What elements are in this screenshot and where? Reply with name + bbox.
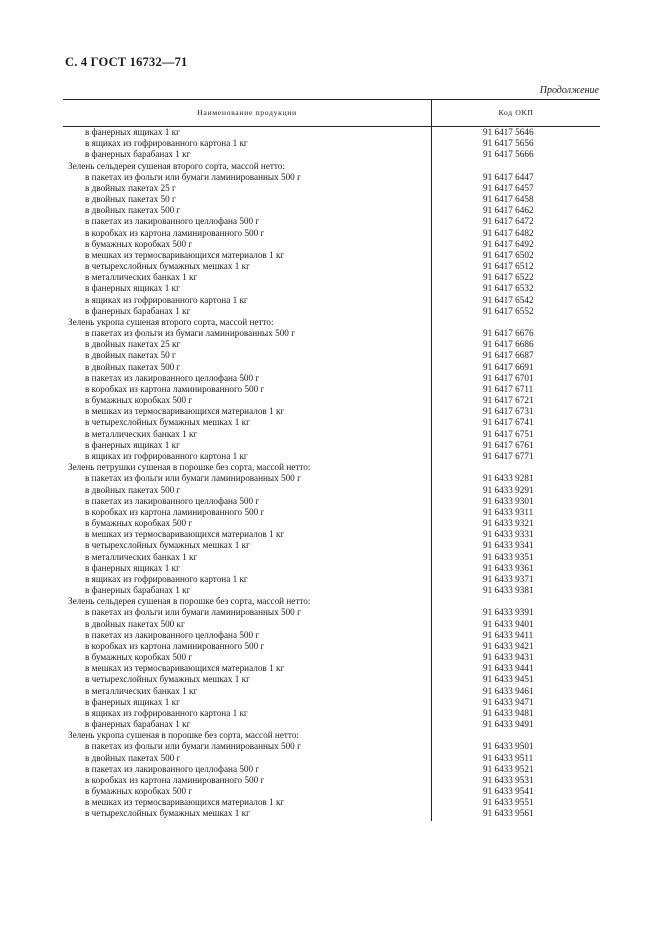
table-row (63, 485, 600, 496)
table-row (63, 808, 600, 819)
product-name: в мешках из термосваривающихся материалов 1 кг (85, 797, 285, 808)
okp-code: 91 6417 6711 (483, 383, 534, 394)
product-name: в пакетах из лакированного целлофана 500 г (85, 763, 260, 774)
product-name: в фанерных ящиках 1 кг (85, 696, 180, 707)
okp-code: 91 6417 6676 (483, 328, 534, 339)
group-heading-row (63, 317, 600, 328)
table-row (63, 417, 600, 428)
table-row (63, 149, 600, 160)
okp-code: 91 6433 9421 (483, 640, 534, 651)
table-row (63, 607, 600, 618)
okp-code: 91 6417 6482 (483, 227, 534, 238)
product-name: в металлических банках 1 кг (85, 428, 198, 439)
product-name: в металлических банках 1 кг (85, 685, 198, 696)
table-row (63, 574, 600, 585)
table-row (63, 708, 600, 719)
product-name: в пакетах из фольги или бумаги ламинированных 500 г (85, 607, 301, 618)
table-row (63, 719, 600, 730)
table-row (63, 127, 600, 138)
product-name: в бумажных коробках 500 г (85, 786, 193, 797)
product-name: в ящиках из гофрированного картона 1 кг (85, 707, 248, 718)
okp-code: 91 6417 6457 (483, 182, 534, 193)
okp-code: 91 6433 9511 (483, 752, 534, 763)
table-row (63, 507, 600, 518)
product-name: в пакетах из лакированного целлофана 500 г (85, 216, 260, 227)
table-row (63, 183, 600, 194)
okp-code: 91 6417 6761 (483, 439, 534, 450)
okp-code: 91 6433 9481 (483, 707, 534, 718)
okp-code: 91 6433 9291 (483, 484, 534, 495)
table-row (63, 652, 600, 663)
group-heading: Зелень сельдерея сушеная второго сорта, массой нетто: (68, 160, 285, 171)
table-row (63, 261, 600, 272)
group-heading-row (63, 161, 600, 172)
okp-code: 91 6433 9371 (483, 573, 534, 584)
okp-code: 91 6433 9501 (483, 741, 534, 752)
table-row (63, 239, 600, 250)
okp-code: 91 6417 6751 (483, 428, 534, 439)
group-heading: Зелень укропа сушеная в порошке без сорта, массой нетто: (68, 730, 299, 741)
okp-code: 91 6417 6701 (483, 372, 534, 383)
product-name: в двойных пакетах 500 кг (85, 618, 185, 629)
table-row (63, 283, 600, 294)
product-name: в мешках из термосваривающихся материалов 1 кг (85, 529, 285, 540)
continuation-note: Продолжение (539, 85, 599, 96)
product-name: в двойных пакетах 25 г (85, 182, 176, 193)
okp-code: 91 6417 6462 (483, 205, 534, 216)
okp-code: 91 6417 5656 (483, 138, 534, 149)
okp-code: 91 6433 9551 (483, 797, 534, 808)
table-row (63, 205, 600, 216)
table-body (63, 127, 600, 820)
product-name: в ящиках из гофрированного картона 1 кг (85, 573, 248, 584)
okp-code: 91 6417 6492 (483, 238, 534, 249)
table-row (63, 295, 600, 306)
table-row (63, 619, 600, 630)
okp-code: 91 6433 9561 (483, 808, 534, 819)
product-name: в четырехслойных бумажных мешках 1 кг (85, 674, 250, 685)
group-heading-row (63, 596, 600, 607)
group-heading: Зелень сельдерея сушеная в порошке без сорта, массой нетто: (68, 596, 311, 607)
table-row (63, 775, 600, 786)
okp-code: 91 6417 6447 (483, 171, 534, 182)
okp-code: 91 6433 9311 (483, 506, 534, 517)
okp-code: 91 6433 9411 (483, 629, 534, 640)
okp-code: 91 6433 9491 (483, 719, 534, 730)
product-name: в бумажных коробках 500 г (85, 395, 193, 406)
table-row (63, 216, 600, 227)
column-header-product-name: Наименование продукции (197, 108, 297, 117)
okp-code: 91 6433 9331 (483, 529, 534, 540)
okp-code: 91 6433 9441 (483, 663, 534, 674)
product-name: в пакетах из фольги из бумаги ламинированных 500 г (85, 328, 295, 339)
product-name: в пакетах из лакированного целлофана 500 г (85, 629, 260, 640)
table-row (63, 194, 600, 205)
product-name: в фанерных ящиках 1 кг (85, 439, 180, 450)
table-row (63, 518, 600, 529)
okp-code: 91 6433 9531 (483, 774, 534, 785)
product-name: в пакетах из фольги или бумаги ламинированных 500 г (85, 473, 301, 484)
okp-code: 91 6433 9301 (483, 495, 534, 506)
okp-code: 91 6417 6522 (483, 272, 534, 283)
product-name: в четырехслойных бумажных мешках 1 кг (85, 808, 250, 819)
okp-code: 91 6417 6691 (483, 361, 534, 372)
table-row (63, 250, 600, 261)
table-row (63, 350, 600, 361)
okp-code: 91 6417 6458 (483, 194, 534, 205)
page-header: С. 4 ГОСТ 16732—71 (65, 55, 188, 69)
okp-code: 91 6433 9541 (483, 786, 534, 797)
group-heading: Зелень петрушки сушеная в порошке без сорта, массой нетто: (68, 462, 311, 473)
okp-code: 91 6433 9341 (483, 540, 534, 551)
okp-code: 91 6433 9431 (483, 652, 534, 663)
product-name: в четырехслойных бумажных мешках 1 кг (85, 261, 250, 272)
product-name: в фанерных ящиках 1 кг (85, 127, 180, 137)
group-heading-row (63, 730, 600, 741)
product-name: в двойных пакетах 50 г (85, 350, 176, 361)
product-name: в мешках из термосваривающихся материалов 1 кг (85, 406, 285, 417)
product-name: в мешках из термосваривающихся материалов 1 кг (85, 663, 285, 674)
product-name: в двойных пакетах 500 г (85, 205, 181, 216)
table-row (63, 138, 600, 149)
product-name: в мешках из термосваривающихся материалов 1 кг (85, 249, 285, 260)
group-heading: Зелень укропа сушеная второго сорта, массой нетто: (68, 316, 274, 327)
table-row (63, 228, 600, 239)
product-name: в металлических банках 1 кг (85, 272, 198, 283)
product-name: в фанерных ящиках 1 кг (85, 562, 180, 573)
group-heading-row (63, 462, 600, 473)
product-name: в ящиках из гофрированного картона 1 кг (85, 450, 248, 461)
okp-code: 91 6433 9351 (483, 551, 534, 562)
table-row (63, 172, 600, 183)
product-name: в фанерных барабанах 1 кг (85, 585, 191, 596)
okp-code: 91 6433 9521 (483, 763, 534, 774)
table-row (63, 339, 600, 350)
table-row (63, 663, 600, 674)
table-row (63, 630, 600, 641)
okp-code: 91 6433 9391 (483, 607, 534, 618)
okp-code: 91 6417 5646 (483, 127, 534, 137)
table-row (63, 741, 600, 752)
product-name: в коробках из картона ламинированного 500 г (85, 227, 265, 238)
product-name: в ящиках из гофрированного картона 1 кг (85, 294, 248, 305)
product-code-table (63, 99, 600, 821)
okp-code: 91 6417 6472 (483, 216, 534, 227)
table-row (63, 451, 600, 462)
product-name: в бумажных коробках 500 г (85, 238, 193, 249)
table-row (63, 552, 600, 563)
table-row (63, 496, 600, 507)
product-name: в фанерных ящиках 1 кг (85, 283, 180, 294)
table-row (63, 797, 600, 808)
okp-code: 91 6433 9381 (483, 585, 534, 596)
okp-code: 91 6417 6721 (483, 395, 534, 406)
okp-code: 91 6433 9321 (483, 518, 534, 529)
product-name: в четырехслойных бумажных мешках 1 кг (85, 417, 250, 428)
product-name: в коробках из картона ламинированного 500 г (85, 774, 265, 785)
product-name: в пакетах из лакированного целлофана 500 г (85, 372, 260, 383)
table-row (63, 641, 600, 652)
table-row (63, 753, 600, 764)
okp-code: 91 6433 9281 (483, 473, 534, 484)
product-name: в пакетах из фольги или бумаги ламинированных 500 г (85, 171, 301, 182)
okp-code: 91 6433 9471 (483, 696, 534, 707)
okp-code: 91 6433 9401 (483, 618, 534, 629)
okp-code: 91 6417 6771 (483, 450, 534, 461)
product-name: в двойных пакетах 50 г (85, 194, 176, 205)
table-row (63, 362, 600, 373)
product-name: в бумажных коробках 500 г (85, 518, 193, 529)
table-row (63, 540, 600, 551)
table-row (63, 395, 600, 406)
table-row (63, 529, 600, 540)
product-name: в двойных пакетах 500 г (85, 484, 181, 495)
okp-code: 91 6417 6512 (483, 261, 534, 272)
okp-code: 91 6417 6741 (483, 417, 534, 428)
table-row (63, 429, 600, 440)
table-row (63, 406, 600, 417)
table-row (63, 786, 600, 797)
product-name: в двойных пакетах 500 г (85, 361, 181, 372)
product-name: в двойных пакетах 500 г (85, 752, 181, 763)
table-row (63, 686, 600, 697)
table-row (63, 674, 600, 685)
table-row (63, 384, 600, 395)
table-row (63, 697, 600, 708)
table-row (63, 440, 600, 451)
product-name: в фанерных барабанах 1 кг (85, 149, 191, 160)
okp-code: 91 6417 6552 (483, 305, 534, 316)
table-row (63, 328, 600, 339)
table-row (63, 585, 600, 596)
table-row (63, 306, 600, 317)
okp-code: 91 6417 6502 (483, 249, 534, 260)
product-name: в пакетах из фольги или бумаги ламинированных 500 г (85, 741, 301, 752)
product-name: в коробках из картона ламинированного 500 г (85, 506, 265, 517)
product-name: в пакетах из лакированного целлофана 500 г (85, 495, 260, 506)
table-row (63, 563, 600, 574)
okp-code: 91 6417 6686 (483, 339, 534, 350)
okp-code: 91 6417 6532 (483, 283, 534, 294)
okp-code: 91 6433 9461 (483, 685, 534, 696)
okp-code: 91 6433 9451 (483, 674, 534, 685)
product-name: в ящиках из гофрированного картона 1 кг (85, 138, 248, 149)
table-row (63, 272, 600, 283)
product-name: в фанерных барабанах 1 кг (85, 305, 191, 316)
table-row (63, 764, 600, 775)
okp-code: 91 6417 6731 (483, 406, 534, 417)
table-row (63, 473, 600, 484)
product-name: в коробках из картона ламинированного 500 г (85, 383, 265, 394)
okp-code: 91 6433 9361 (483, 562, 534, 573)
product-name: в бумажных коробках 500 г (85, 652, 193, 663)
product-name: в четырехслойных бумажных мешках 1 кг (85, 540, 250, 551)
column-header-okp-code: Код ОКП (498, 108, 534, 117)
okp-code: 91 6417 6542 (483, 294, 534, 305)
product-name: в коробках из картона ламинированного 500 г (85, 640, 265, 651)
product-name: в металлических банках 1 кг (85, 551, 198, 562)
table-row (63, 373, 600, 384)
okp-code: 91 6417 5666 (483, 149, 534, 160)
okp-code: 91 6417 6687 (483, 350, 534, 361)
product-name: в фанерных барабанах 1 кг (85, 719, 191, 730)
product-name: в двойных пакетах 25 кг (85, 339, 181, 350)
